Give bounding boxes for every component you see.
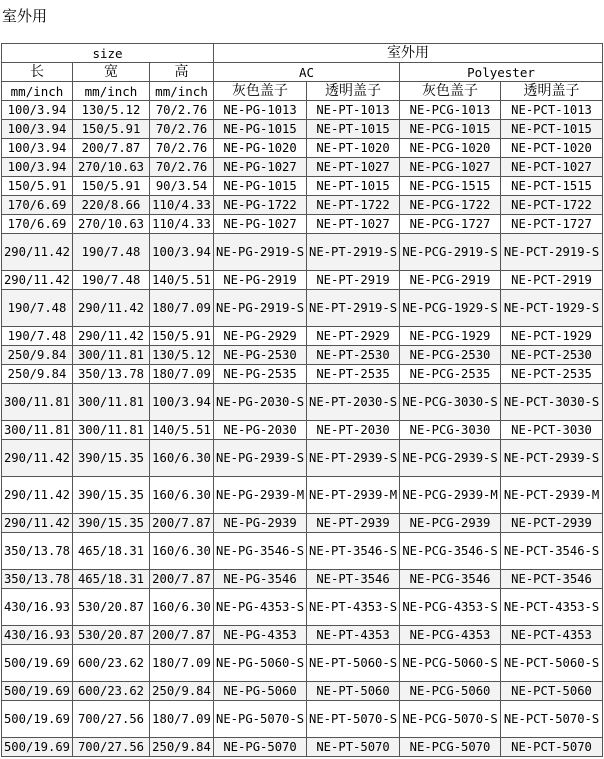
polyester-clear-part-cell: NE-PCT-5070: [501, 738, 603, 757]
length-unit: mm/inch: [2, 82, 73, 101]
table-row: [2, 533, 603, 570]
length-cell: 100/3.94: [2, 158, 73, 177]
ac-clear-part-cell: NE-PT-1027: [307, 158, 400, 177]
polyester-grey-part-cell: NE-PCG-3030-S: [400, 384, 501, 421]
table-header: [2, 44, 603, 101]
ac-clear-cover-header: 透明盖子: [307, 82, 400, 101]
polyester-clear-part-cell: NE-PCT-4353: [501, 626, 603, 645]
ac-clear-part-cell: NE-PT-1013: [307, 101, 400, 120]
table-row: [2, 290, 603, 327]
ac-clear-part-cell: NE-PT-1015: [307, 120, 400, 139]
table-row: [2, 158, 603, 177]
table-body: [2, 101, 603, 757]
polyester-grey-part-cell: NE-PCG-2919: [400, 271, 501, 290]
table-row: [2, 384, 603, 421]
ac-grey-part-cell: NE-PG-2530: [214, 346, 307, 365]
ac-clear-part-cell: NE-PT-2530: [307, 346, 400, 365]
length-cell: 190/7.48: [2, 327, 73, 346]
width-cell: 350/13.78: [73, 365, 150, 384]
table-row: [2, 327, 603, 346]
width-cell: 150/5.91: [73, 120, 150, 139]
polyester-clear-part-cell: NE-PCT-2939-S: [501, 440, 603, 477]
ac-grey-part-cell: NE-PG-3546-S: [214, 533, 307, 570]
polyester-clear-part-cell: NE-PCT-2535: [501, 365, 603, 384]
height-cell: 250/9.84: [150, 738, 214, 757]
height-cell: 100/3.94: [150, 234, 214, 271]
ac-grey-part-cell: NE-PG-1015: [214, 120, 307, 139]
height-header: 高: [150, 63, 214, 82]
polyester-grey-part-cell: NE-PCG-2939-S: [400, 440, 501, 477]
length-cell: 250/9.84: [2, 365, 73, 384]
ac-grey-part-cell: NE-PG-2939-S: [214, 440, 307, 477]
width-cell: 200/7.87: [73, 139, 150, 158]
ac-grey-part-cell: NE-PG-2030: [214, 421, 307, 440]
length-cell: 350/13.78: [2, 570, 73, 589]
height-cell: 200/7.87: [150, 514, 214, 533]
ac-grey-part-cell: NE-PG-5070-S: [214, 701, 307, 738]
length-cell: 500/19.69: [2, 682, 73, 701]
width-header: 宽: [73, 63, 150, 82]
width-cell: 290/11.42: [73, 290, 150, 327]
length-cell: 290/11.42: [2, 477, 73, 514]
width-cell: 270/10.63: [73, 158, 150, 177]
polyester-clear-part-cell: NE-PCT-3546-S: [501, 533, 603, 570]
width-cell: 390/15.35: [73, 514, 150, 533]
ac-clear-part-cell: NE-PT-5060-S: [307, 645, 400, 682]
table-row: [2, 738, 603, 757]
table-row: [2, 440, 603, 477]
ac-grey-part-cell: NE-PG-2939-M: [214, 477, 307, 514]
polyester-clear-part-cell: NE-PCT-1515: [501, 177, 603, 196]
height-cell: 180/7.09: [150, 290, 214, 327]
polyester-clear-part-cell: NE-PCT-5060-S: [501, 645, 603, 682]
table-row: [2, 234, 603, 271]
polyester-grey-part-cell: NE-PCG-1727: [400, 215, 501, 234]
polyester-clear-part-cell: NE-PCT-2919: [501, 271, 603, 290]
ac-grey-part-cell: NE-PG-4353: [214, 626, 307, 645]
enclosure-spec-table: [1, 43, 603, 757]
width-cell: 190/7.48: [73, 234, 150, 271]
width-cell: 130/5.12: [73, 101, 150, 120]
length-cell: 500/19.69: [2, 701, 73, 738]
ac-clear-part-cell: NE-PT-2030: [307, 421, 400, 440]
height-cell: 110/4.33: [150, 196, 214, 215]
width-cell: 220/8.66: [73, 196, 150, 215]
polyester-clear-part-cell: NE-PCT-2939-M: [501, 477, 603, 514]
ac-clear-part-cell: NE-PT-2919-S: [307, 234, 400, 271]
polyester-clear-cover-header: 透明盖子: [501, 82, 603, 101]
ac-grey-part-cell: NE-PG-2919: [214, 271, 307, 290]
ac-clear-part-cell: NE-PT-5070-S: [307, 701, 400, 738]
polyester-clear-part-cell: NE-PCT-5060: [501, 682, 603, 701]
height-cell: 70/2.76: [150, 139, 214, 158]
table-row: [2, 514, 603, 533]
polyester-clear-part-cell: NE-PCT-1013: [501, 101, 603, 120]
width-cell: 290/11.42: [73, 327, 150, 346]
polyester-grey-part-cell: NE-PCG-1722: [400, 196, 501, 215]
page-title: 室外用: [2, 7, 48, 25]
height-cell: 140/5.51: [150, 271, 214, 290]
ac-clear-part-cell: NE-PT-2929: [307, 327, 400, 346]
ac-grey-part-cell: NE-PG-1027: [214, 215, 307, 234]
polyester-grey-part-cell: NE-PCG-5060-S: [400, 645, 501, 682]
ac-header: AC: [214, 63, 400, 82]
length-cell: 100/3.94: [2, 120, 73, 139]
length-cell: 500/19.69: [2, 645, 73, 682]
width-cell: 150/5.91: [73, 177, 150, 196]
width-cell: 600/23.62: [73, 645, 150, 682]
ac-grey-part-cell: NE-PG-2929: [214, 327, 307, 346]
ac-grey-part-cell: NE-PG-2919-S: [214, 234, 307, 271]
length-cell: 190/7.48: [2, 290, 73, 327]
length-cell: 300/11.81: [2, 384, 73, 421]
polyester-grey-part-cell: NE-PCG-4353: [400, 626, 501, 645]
table-row: [2, 120, 603, 139]
length-cell: 290/11.42: [2, 271, 73, 290]
outdoor-header: 室外用: [214, 44, 603, 63]
length-cell: 350/13.78: [2, 533, 73, 570]
width-cell: 390/15.35: [73, 477, 150, 514]
height-cell: 250/9.84: [150, 682, 214, 701]
ac-grey-part-cell: NE-PG-5060-S: [214, 645, 307, 682]
width-cell: 270/10.63: [73, 215, 150, 234]
height-cell: 110/4.33: [150, 215, 214, 234]
ac-grey-part-cell: NE-PG-1015: [214, 177, 307, 196]
width-cell: 300/11.81: [73, 384, 150, 421]
ac-clear-part-cell: NE-PT-2919: [307, 271, 400, 290]
ac-clear-part-cell: NE-PT-2030-S: [307, 384, 400, 421]
polyester-grey-part-cell: NE-PCG-2919-S: [400, 234, 501, 271]
polyester-grey-part-cell: NE-PCG-1027: [400, 158, 501, 177]
ac-clear-part-cell: NE-PT-5060: [307, 682, 400, 701]
polyester-grey-part-cell: NE-PCG-1013: [400, 101, 501, 120]
polyester-grey-part-cell: NE-PCG-3030: [400, 421, 501, 440]
ac-grey-part-cell: NE-PG-1722: [214, 196, 307, 215]
height-cell: 180/7.09: [150, 645, 214, 682]
polyester-clear-part-cell: NE-PCT-1929: [501, 327, 603, 346]
ac-clear-part-cell: NE-PT-4353: [307, 626, 400, 645]
height-cell: 100/3.94: [150, 384, 214, 421]
length-cell: 430/16.93: [2, 626, 73, 645]
polyester-clear-part-cell: NE-PCT-3030: [501, 421, 603, 440]
width-cell: 300/11.81: [73, 421, 150, 440]
polyester-clear-part-cell: NE-PCT-2939: [501, 514, 603, 533]
table-row: [2, 177, 603, 196]
table-row: [2, 477, 603, 514]
length-cell: 290/11.42: [2, 440, 73, 477]
polyester-grey-part-cell: NE-PCG-2530: [400, 346, 501, 365]
length-cell: 170/6.69: [2, 215, 73, 234]
polyester-grey-part-cell: NE-PCG-1015: [400, 120, 501, 139]
ac-grey-cover-header: 灰色盖子: [214, 82, 307, 101]
length-cell: 430/16.93: [2, 589, 73, 626]
polyester-grey-part-cell: NE-PCG-1929-S: [400, 290, 501, 327]
ac-grey-part-cell: NE-PG-5060: [214, 682, 307, 701]
length-cell: 250/9.84: [2, 346, 73, 365]
height-cell: 180/7.09: [150, 365, 214, 384]
ac-grey-part-cell: NE-PG-3546: [214, 570, 307, 589]
polyester-clear-part-cell: NE-PCT-1015: [501, 120, 603, 139]
polyester-clear-part-cell: NE-PCT-1020: [501, 139, 603, 158]
polyester-grey-cover-header: 灰色盖子: [400, 82, 501, 101]
height-unit: mm/inch: [150, 82, 214, 101]
polyester-grey-part-cell: NE-PCG-2939-M: [400, 477, 501, 514]
polyester-clear-part-cell: NE-PCT-3546: [501, 570, 603, 589]
polyester-grey-part-cell: NE-PCG-5060: [400, 682, 501, 701]
length-cell: 290/11.42: [2, 514, 73, 533]
polyester-grey-part-cell: NE-PCG-5070: [400, 738, 501, 757]
table-row: [2, 215, 603, 234]
width-cell: 700/27.56: [73, 738, 150, 757]
height-cell: 200/7.87: [150, 570, 214, 589]
size-header: size: [2, 44, 214, 63]
ac-clear-part-cell: NE-PT-3546: [307, 570, 400, 589]
ac-clear-part-cell: NE-PT-2939: [307, 514, 400, 533]
length-cell: 290/11.42: [2, 234, 73, 271]
ac-grey-part-cell: NE-PG-2919-S: [214, 290, 307, 327]
height-cell: 160/6.30: [150, 440, 214, 477]
ac-grey-part-cell: NE-PG-1020: [214, 139, 307, 158]
polyester-grey-part-cell: NE-PCG-1020: [400, 139, 501, 158]
height-cell: 140/5.51: [150, 421, 214, 440]
width-cell: 530/20.87: [73, 626, 150, 645]
ac-grey-part-cell: NE-PG-5070: [214, 738, 307, 757]
height-cell: 150/5.91: [150, 327, 214, 346]
ac-grey-part-cell: NE-PG-2535: [214, 365, 307, 384]
polyester-clear-part-cell: NE-PCT-1722: [501, 196, 603, 215]
ac-clear-part-cell: NE-PT-1027: [307, 215, 400, 234]
polyester-clear-part-cell: NE-PCT-1929-S: [501, 290, 603, 327]
polyester-grey-part-cell: NE-PCG-2535: [400, 365, 501, 384]
table-row: [2, 139, 603, 158]
polyester-grey-part-cell: NE-PCG-4353-S: [400, 589, 501, 626]
height-cell: 200/7.87: [150, 626, 214, 645]
width-cell: 465/18.31: [73, 533, 150, 570]
polyester-grey-part-cell: NE-PCG-5070-S: [400, 701, 501, 738]
width-unit: mm/inch: [73, 82, 150, 101]
table-row: [2, 271, 603, 290]
height-cell: 130/5.12: [150, 346, 214, 365]
table-row: [2, 589, 603, 626]
polyester-clear-part-cell: NE-PCT-3030-S: [501, 384, 603, 421]
table-row: [2, 101, 603, 120]
table-row: [2, 645, 603, 682]
polyester-grey-part-cell: NE-PCG-3546: [400, 570, 501, 589]
ac-clear-part-cell: NE-PT-1722: [307, 196, 400, 215]
table-row: [2, 701, 603, 738]
polyester-clear-part-cell: NE-PCT-1727: [501, 215, 603, 234]
table-row: [2, 196, 603, 215]
ac-grey-part-cell: NE-PG-4353-S: [214, 589, 307, 626]
length-cell: 170/6.69: [2, 196, 73, 215]
table-row: [2, 346, 603, 365]
width-cell: 190/7.48: [73, 271, 150, 290]
width-cell: 300/11.81: [73, 346, 150, 365]
ac-clear-part-cell: NE-PT-2939-M: [307, 477, 400, 514]
ac-grey-part-cell: NE-PG-2939: [214, 514, 307, 533]
polyester-grey-part-cell: NE-PCG-2939: [400, 514, 501, 533]
length-header: 长: [2, 63, 73, 82]
ac-clear-part-cell: NE-PT-1015: [307, 177, 400, 196]
ac-grey-part-cell: NE-PG-1013: [214, 101, 307, 120]
ac-clear-part-cell: NE-PT-1020: [307, 139, 400, 158]
ac-clear-part-cell: NE-PT-2535: [307, 365, 400, 384]
height-cell: 70/2.76: [150, 120, 214, 139]
table-row: [2, 682, 603, 701]
polyester-clear-part-cell: NE-PCT-2919-S: [501, 234, 603, 271]
height-cell: 180/7.09: [150, 701, 214, 738]
ac-clear-part-cell: NE-PT-5070: [307, 738, 400, 757]
height-cell: 70/2.76: [150, 101, 214, 120]
table-row: [2, 626, 603, 645]
length-cell: 100/3.94: [2, 139, 73, 158]
length-cell: 500/19.69: [2, 738, 73, 757]
ac-clear-part-cell: NE-PT-2939-S: [307, 440, 400, 477]
table-row: [2, 365, 603, 384]
height-cell: 70/2.76: [150, 158, 214, 177]
polyester-clear-part-cell: NE-PCT-1027: [501, 158, 603, 177]
length-cell: 300/11.81: [2, 421, 73, 440]
ac-clear-part-cell: NE-PT-4353-S: [307, 589, 400, 626]
polyester-header: Polyester: [400, 63, 603, 82]
length-cell: 100/3.94: [2, 101, 73, 120]
polyester-clear-part-cell: NE-PCT-4353-S: [501, 589, 603, 626]
height-cell: 160/6.30: [150, 533, 214, 570]
table-row: [2, 421, 603, 440]
height-cell: 160/6.30: [150, 477, 214, 514]
polyester-clear-part-cell: NE-PCT-5070-S: [501, 701, 603, 738]
height-cell: 90/3.54: [150, 177, 214, 196]
ac-clear-part-cell: NE-PT-2919-S: [307, 290, 400, 327]
ac-grey-part-cell: NE-PG-1027: [214, 158, 307, 177]
polyester-grey-part-cell: NE-PCG-1929: [400, 327, 501, 346]
width-cell: 600/23.62: [73, 682, 150, 701]
width-cell: 700/27.56: [73, 701, 150, 738]
polyester-grey-part-cell: NE-PCG-3546-S: [400, 533, 501, 570]
ac-grey-part-cell: NE-PG-2030-S: [214, 384, 307, 421]
polyester-grey-part-cell: NE-PCG-1515: [400, 177, 501, 196]
table-row: [2, 570, 603, 589]
length-cell: 150/5.91: [2, 177, 73, 196]
ac-clear-part-cell: NE-PT-3546-S: [307, 533, 400, 570]
width-cell: 530/20.87: [73, 589, 150, 626]
height-cell: 160/6.30: [150, 589, 214, 626]
polyester-clear-part-cell: NE-PCT-2530: [501, 346, 603, 365]
width-cell: 465/18.31: [73, 570, 150, 589]
width-cell: 390/15.35: [73, 440, 150, 477]
